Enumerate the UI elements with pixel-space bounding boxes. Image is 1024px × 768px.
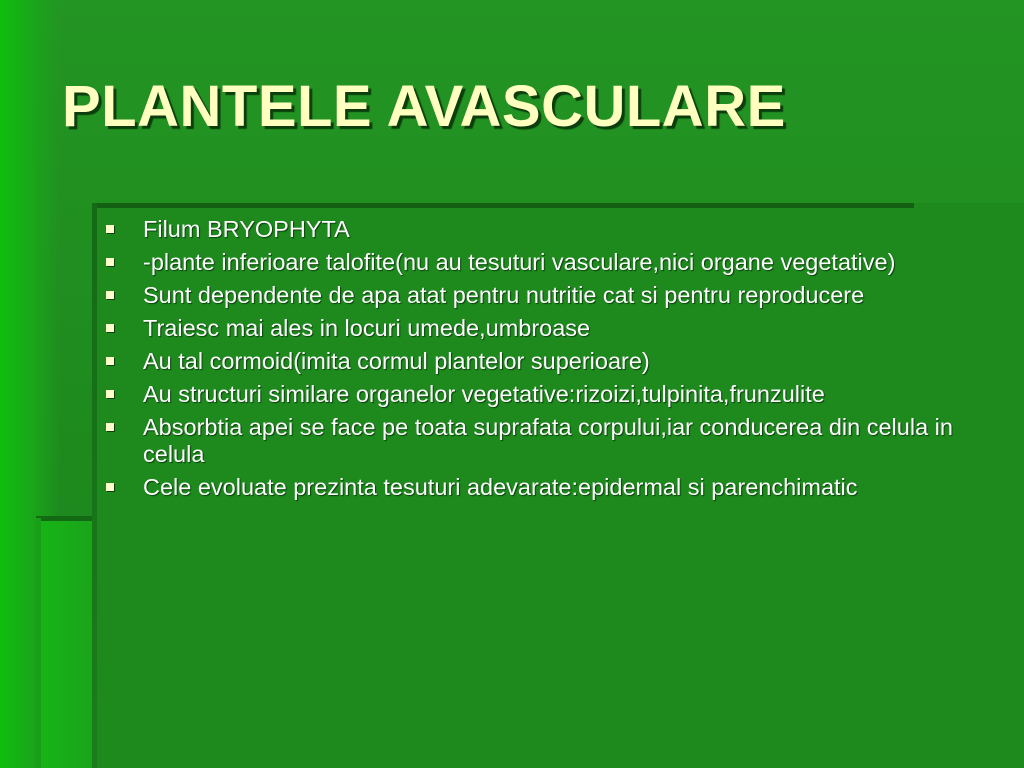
bullet-text: Au structuri similare organelor vegetative:rizoizi,tulpinita,frunzulite — [143, 381, 825, 407]
square-bullet-icon — [106, 258, 114, 266]
bullet-text: -plante inferioare talofite(nu au tesuturi vasculare,nici organe vegetative) — [143, 249, 896, 275]
slide-title: PLANTELE AVASCULARE — [62, 74, 786, 139]
square-bullet-icon — [106, 390, 114, 398]
bullet-item — [104, 315, 984, 342]
content-panel-top-edge — [96, 203, 914, 208]
bullet-text: Traiesc mai ales in locuri umede,umbroase — [143, 315, 591, 341]
bullet-item — [104, 474, 984, 501]
bullet-text: Sunt dependente de apa atat pentru nutritie cat si pentru reproducere — [143, 282, 865, 308]
bullet-item — [104, 216, 984, 243]
square-bullet-icon — [106, 225, 114, 233]
bullet-text: Absorbtia apei se face pe toata suprafata corpului,iar conducerea din celula in celula — [143, 414, 953, 467]
bullet-item — [104, 414, 984, 468]
bullet-item — [104, 249, 984, 276]
square-bullet-icon — [106, 291, 114, 299]
square-bullet-icon — [106, 324, 114, 332]
bullet-list — [104, 216, 984, 507]
bullet-text: Cele evoluate prezinta tesuturi adevarate:epidermal si parenchimatic — [143, 474, 858, 500]
bullet-item — [104, 348, 984, 375]
content-panel-left-edge — [92, 203, 97, 768]
lower-panel-left-edge — [36, 518, 41, 768]
bullet-item — [104, 282, 984, 309]
bullet-item — [104, 381, 984, 408]
bullet-text: Au tal cormoid(imita cormul plantelor superioare) — [143, 348, 650, 374]
square-bullet-icon — [106, 423, 114, 431]
square-bullet-icon — [106, 483, 114, 491]
bullet-text: Filum BRYOPHYTA — [143, 216, 350, 242]
square-bullet-icon — [106, 357, 114, 365]
